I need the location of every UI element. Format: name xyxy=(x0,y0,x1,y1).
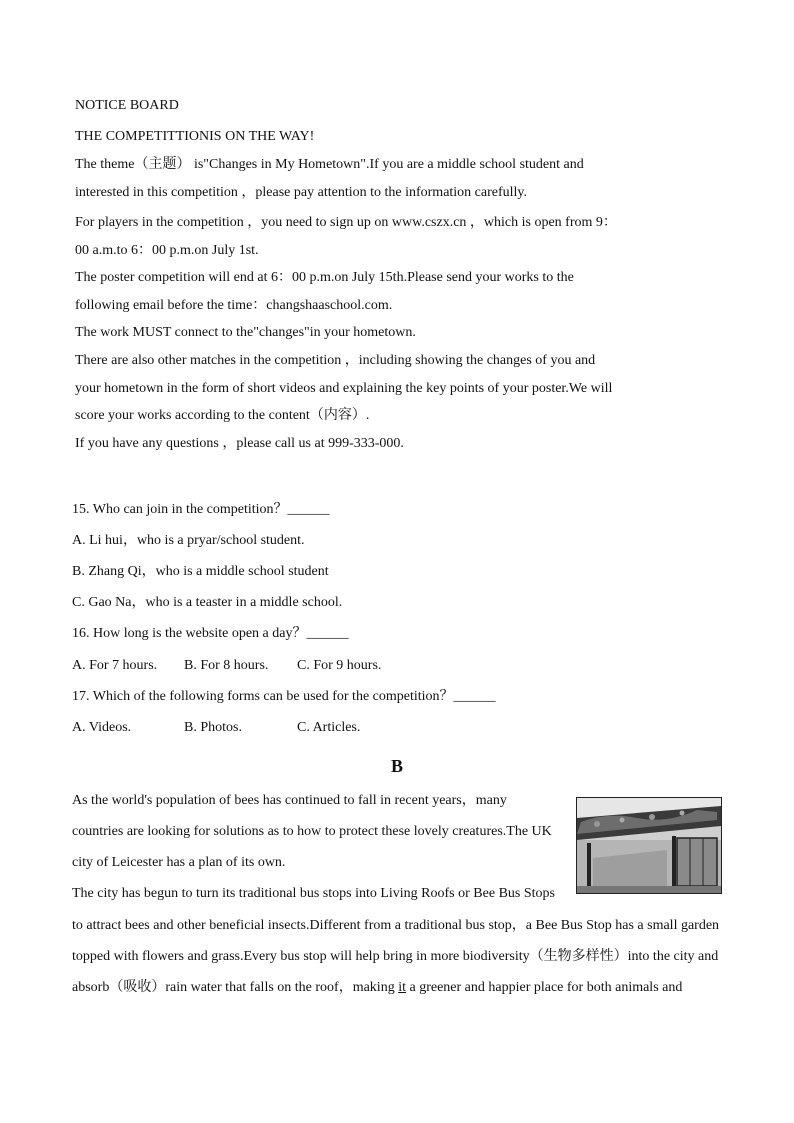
notice-line: score your works according to the content（内容）. xyxy=(75,408,370,423)
notice-line: For players in the competition ，you need to sign up on www.cszx.cn ，which is open from 9： xyxy=(75,215,617,230)
question-16: 16. How long is the website open a day？______ xyxy=(72,626,349,641)
underlined-word: it xyxy=(398,980,406,995)
passage-b-line: city of Leicester has a plan of its own. xyxy=(72,855,286,870)
question-17-option-c: C. Articles. xyxy=(297,720,361,735)
notice-line: The poster competition will end at 6：00 p.m.on July 15th.Please send your works to the xyxy=(75,270,574,285)
question-16-option-b: B. For 8 hours. xyxy=(184,658,269,673)
notice-line: your hometown in the form of short videos and explaining the key points of your poster.We will xyxy=(75,381,613,396)
notice-line: interested in this competition ，please pay attention to the information carefully. xyxy=(75,185,528,200)
notice-line: 00 a.m.to 6：00 p.m.on July 1st. xyxy=(75,243,259,258)
notice-line: following email before the time：changshaaschool.com. xyxy=(75,298,393,313)
passage-b-line: to attract bees and other beneficial insects.Different from a traditional bus stop，a Bee Bus Stop has a small garden xyxy=(72,918,720,933)
bee-bus-stop-photo xyxy=(576,797,722,894)
passage-b-line: topped with flowers and grass.Every bus stop will help bring in more biodiversity（生物多样性）into the city and xyxy=(72,949,719,964)
passage-b-text: absorb（吸收）rain water that falls on the roof，making xyxy=(72,980,399,995)
notice-title: NOTICE BOARD xyxy=(75,98,179,113)
question-16-option-a: A. For 7 hours. xyxy=(72,658,158,673)
passage-b-text: a greener and happier place for both animals and xyxy=(405,980,683,995)
notice-line: The theme（主题） is"Changes in My Hometown".If you are a middle school student and xyxy=(75,157,584,172)
question-15-option-b: B. Zhang Qi，who is a middle school student xyxy=(72,564,329,579)
notice-subtitle: THE COMPETITTIONIS ON THE WAY! xyxy=(75,129,315,144)
question-17: 17. Which of the following forms can be used for the competition？______ xyxy=(72,689,496,704)
question-15: 15. Who can join in the competition？______ xyxy=(72,502,330,517)
passage-b-line: countries are looking for solutions as to how to protect these lovely creatures.The UK xyxy=(72,824,552,839)
question-16-option-c: C. For 9 hours. xyxy=(297,658,382,673)
question-15-option-c: C. Gao Na，who is a teaster in a middle school. xyxy=(72,595,343,610)
notice-line: If you have any questions ，please call us at 999-333-000. xyxy=(75,436,404,451)
section-b-heading: B xyxy=(390,756,403,776)
notice-line: There are also other matches in the competition ，including showing the changes of you and xyxy=(75,353,596,368)
passage-b-line: As the world's population of bees has continued to fall in recent years，many xyxy=(72,793,507,808)
question-15-option-a: A. Li hui，who is a pryar/school student. xyxy=(72,533,305,548)
passage-b-last-line xyxy=(72,979,682,997)
passage-b-line: The city has begun to turn its traditional bus stops into Living Roofs or Bee Bus Stops xyxy=(72,886,555,901)
question-17-option-b: B. Photos. xyxy=(184,720,242,735)
notice-line: The work MUST connect to the"changes"in your hometown. xyxy=(75,325,416,340)
question-17-option-a: A. Videos. xyxy=(72,720,132,735)
